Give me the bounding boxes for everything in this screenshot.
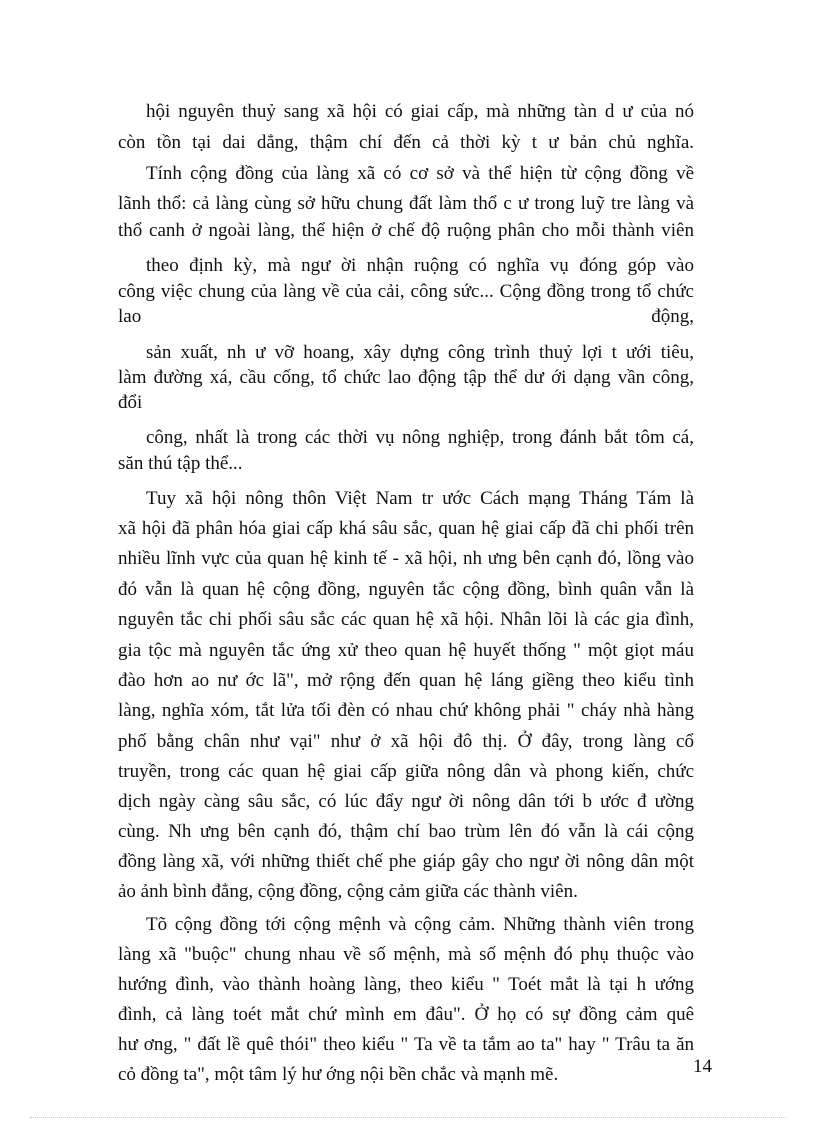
page-number: 14 — [693, 1056, 712, 1077]
text-line: nhiều lĩnh vực của quan hệ kinh tế - xã hội, nh ưng bên cạnh đó, lồng vào — [118, 548, 694, 569]
text-line: còn tồn tại dai dẳng, thậm chí đến cả thời kỳ t ư bản chủ nghĩa. — [118, 132, 694, 153]
text-line: săn thú tập thể... — [118, 453, 243, 474]
text-line: Tõ cộng đồng tới cộng mệnh và cộng cảm. Những thành viên trong — [146, 914, 694, 935]
text-line: làng xã "buộc" chung nhau về số mệnh, mà số mệnh đó phụ thuộc vào — [118, 944, 694, 965]
text-line: làm đường xá, cầu cống, tổ chức lao động tập thể dư ới dạng vần công, — [118, 367, 694, 388]
text-line: dịch ngày càng sâu sắc, có lúc đẩy ngư ời nông dân tới b ước đ ường — [118, 791, 694, 812]
footer-rule — [30, 1117, 786, 1118]
text-line: cỏ đồng ta", một tâm lý hư ớng nội bền chắc và mạnh mẽ. — [118, 1064, 559, 1085]
text-line: lãnh thổ: cả làng cùng sở hữu chung đất làm thổ c ư trong luỹ tre làng và — [118, 193, 694, 214]
text-line: hội nguyên thuỷ sang xã hội có giai cấp, mà những tàn d ư của nó — [146, 101, 694, 122]
text-line: ảo ảnh bình đẳng, cộng đồng, cộng cảm giữa các thành viên. — [118, 881, 578, 902]
text-line: theo định kỳ, mà ngư ời nhận ruộng có nghĩa vụ đóng góp vào — [146, 255, 694, 276]
text-line: hướng đình, vào thành hoàng làng, theo kiểu " Toét mắt là tại h ướng — [118, 974, 694, 995]
text-line: xã hội đã phân hóa giai cấp khá sâu sắc, quan hệ giai cấp đã chi phối trên — [118, 518, 694, 539]
text-line: đào hơn ao nư ớc lã", mở rộng đến quan hệ láng giềng theo kiểu tình — [118, 670, 694, 691]
text-line: cùng. Nh ưng bên cạnh đó, thậm chí bao trùm lên đó vẫn là cái cộng — [118, 821, 694, 842]
text-line: lao động, — [118, 306, 694, 327]
text-line: truyền, trong các quan hệ giai cấp giữa nông dân và phong kiến, chức — [118, 761, 694, 782]
text-line: gia tộc mà nguyên tắc ứng xử theo quan hệ huyết thống " một giọt máu — [118, 640, 694, 661]
text-line: Tính cộng đồng của làng xã có cơ sở và thể hiện từ cộng đồng về — [146, 163, 694, 184]
text-line: nguyên tắc chi phối sâu sắc các quan hệ xã hội. Nhân lõi là các gia đình, — [118, 609, 694, 630]
text-line: Tuy xã hội nông thôn Việt Nam tr ước Cách mạng Tháng Tám là — [146, 488, 694, 509]
text-line: đổi — [118, 392, 143, 413]
text-line: sản xuất, nh ư vỡ hoang, xây dựng công trình thuỷ lợi t ưới tiêu, — [146, 342, 694, 363]
text-line: đồng làng xã, với những thiết chế phe giáp gây cho ngư ời nông dân một — [118, 851, 694, 872]
text-line: đó vẫn là quan hệ cộng đồng, nguyên tắc cộng đồng, bình quân vẫn là — [118, 579, 694, 600]
text-line: đình, cả làng toét mắt chứ mình em đâu". Ở họ có sự đồng cảm quê — [118, 1004, 694, 1025]
text-line: làng, nghĩa xóm, tắt lửa tối đèn có nhau chứ không phải " cháy nhà hàng — [118, 700, 694, 721]
text-line: thổ canh ở ngoài làng, thể hiện ở chế độ ruộng phân cho mỗi thành viên — [118, 220, 694, 241]
text-line: hư ơng, " đất lề quê thói" theo kiểu " Ta về ta tắm ao ta" hay " Trâu ta ăn — [118, 1034, 694, 1055]
text-line: phố bằng chân như vại" như ở xã hội đô thị. Ở đây, trong làng cổ — [118, 731, 694, 752]
text-line: công việc chung của làng về của cải, công sức... Cộng đồng trong tổ chức — [118, 281, 694, 302]
text-line: công, nhất là trong các thời vụ nông nghiệp, trong đánh bắt tôm cá, — [146, 427, 694, 448]
